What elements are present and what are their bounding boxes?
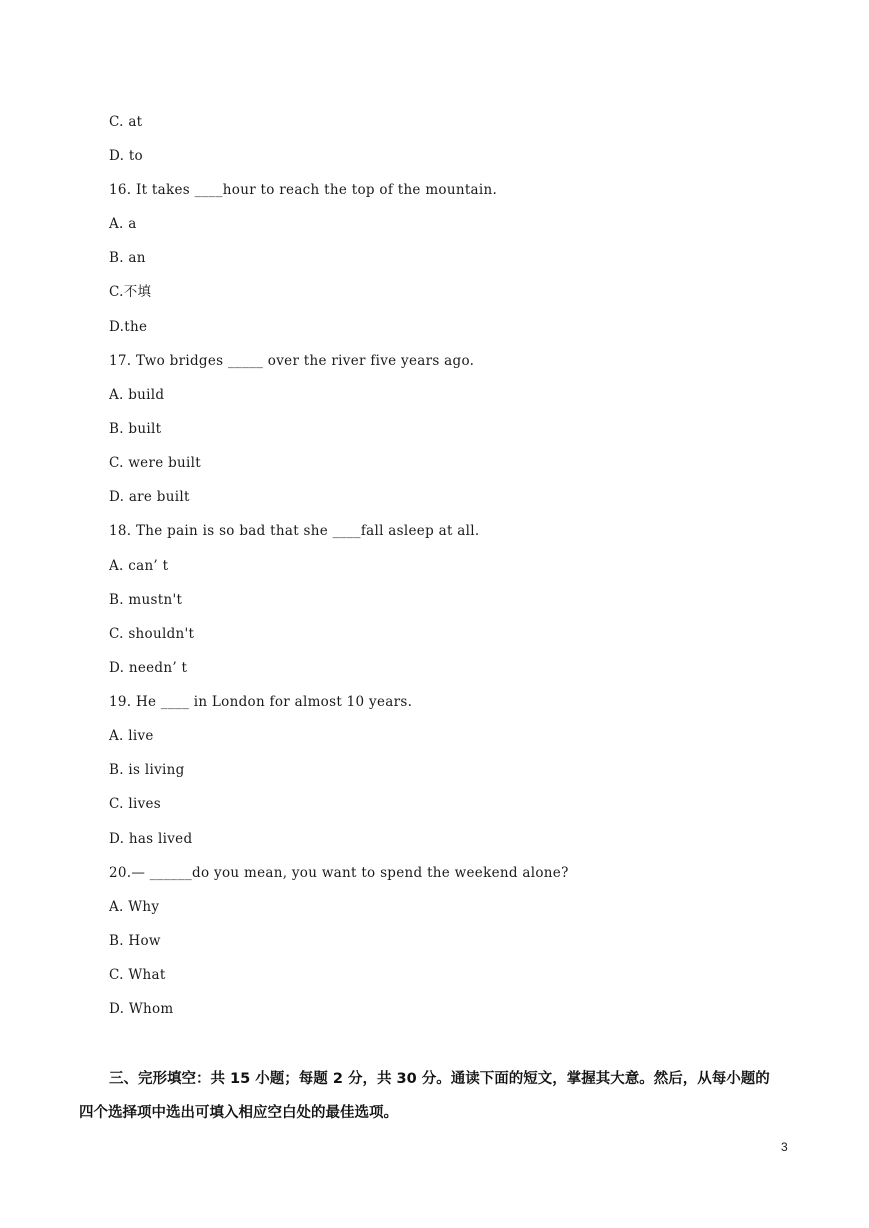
option-line: A. build bbox=[109, 387, 165, 403]
option-line: B. built bbox=[109, 421, 162, 437]
option-line: A. a bbox=[109, 216, 137, 232]
option-line: D.the bbox=[109, 319, 148, 335]
option-line: D. are built bbox=[109, 489, 190, 505]
question-line: 17. Two bridges _____ over the river five years ago. bbox=[109, 353, 475, 369]
section-heading-line-2: 四个选择项中选出可填入相应空白处的最佳选项。 bbox=[79, 1105, 398, 1121]
option-line: C. were built bbox=[109, 455, 202, 471]
option-line: A. Why bbox=[109, 899, 160, 915]
option-line: C. at bbox=[109, 114, 143, 130]
option-line: C. lives bbox=[109, 796, 162, 812]
question-line: 19. He ____ in London for almost 10 years. bbox=[109, 694, 413, 710]
option-line: A. live bbox=[109, 728, 154, 744]
option-line: C. What bbox=[109, 967, 166, 983]
option-line: D. Whom bbox=[109, 1001, 174, 1017]
option-line: B. an bbox=[109, 250, 146, 266]
section-heading-line-1: 三、完形填空：共 15 小题；每题 2 分，共 30 分。通读下面的短文，掌握其大意。然后，从每小题的 bbox=[109, 1071, 770, 1087]
question-line: 18. The pain is so bad that she ____fall asleep at all. bbox=[109, 523, 480, 539]
option-line: D. has lived bbox=[109, 831, 193, 847]
option-line: D. to bbox=[109, 148, 143, 164]
question-line: 16. It takes ____hour to reach the top of the mountain. bbox=[109, 182, 498, 198]
section-heading bbox=[79, 1062, 789, 1130]
option-line: C. shouldn't bbox=[109, 626, 195, 642]
option-line: B. mustn't bbox=[109, 592, 183, 608]
option-line: B. How bbox=[109, 933, 161, 949]
option-line: D. needn’ t bbox=[109, 660, 188, 676]
question-line: 20.— ______do you mean, you want to spend the weekend alone? bbox=[109, 865, 569, 881]
page-number: 3 bbox=[781, 1140, 788, 1154]
option-line: C.不填 bbox=[109, 284, 152, 300]
option-line: A. can’ t bbox=[109, 558, 169, 574]
option-line: B. is living bbox=[109, 762, 185, 778]
